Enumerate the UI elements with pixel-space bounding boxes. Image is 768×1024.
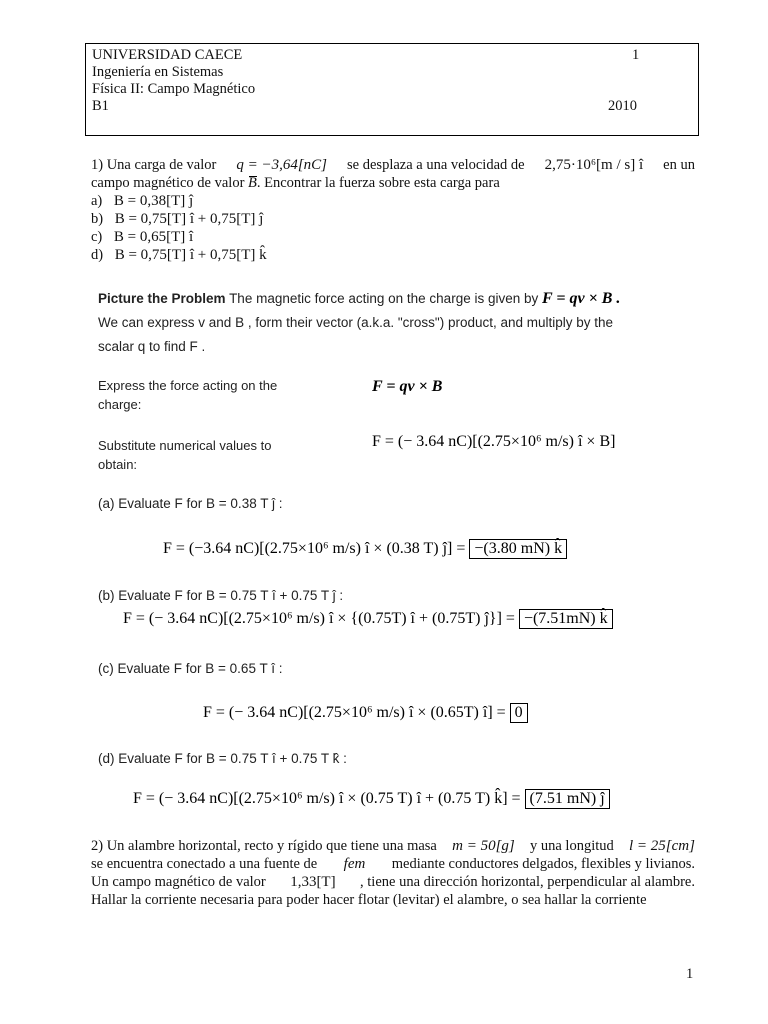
item-label: d) xyxy=(91,247,104,263)
problem2-field-text: Un campo magnético de valor xyxy=(91,874,266,890)
part-c-result: 0 xyxy=(510,703,528,723)
part-c-expression: F = (− 3.64 nC)[(2.75×10⁶ m/s) î × (0.65T) î] = xyxy=(203,704,506,721)
step1-line: Express the force acting on the xyxy=(98,378,278,393)
part-a-expression: F = (−3.64 nC)[(2.75×10⁶ m/s) î × (0.38 T) ĵ] = xyxy=(163,540,466,557)
problem1-intro: 1) Una carga de valor xyxy=(91,157,217,173)
part-a-result: −(3.80 mN) k̂ xyxy=(469,539,567,559)
item-label: c) xyxy=(91,229,103,245)
problem1-task-text: . Encontrar la fuerza sobre esta carga para xyxy=(256,175,500,191)
problem2-intro: 2) Un alambre horizontal, recto y rígido que tiene una masa xyxy=(91,838,437,854)
part-c-label: (c) Evaluate F for B = 0.65 T î : xyxy=(98,661,283,676)
problem1-line2 xyxy=(91,175,500,192)
picture-the-problem xyxy=(98,290,620,308)
item-expr: B = 0,75[T] î + 0,75[T] ĵ xyxy=(114,211,264,227)
velocity-value: 2,75·10⁶[m / s] î xyxy=(544,157,644,173)
problem2-line3 xyxy=(91,874,695,891)
item-label: a) xyxy=(91,193,103,209)
part-b-label: (b) Evaluate F for B = 0.75 T î + 0.75 T ĵ : xyxy=(98,588,344,603)
problem2-line1 xyxy=(91,838,695,855)
part-b-result: −(7.51mN) k̂ xyxy=(519,609,613,629)
course-code: B1 xyxy=(92,98,109,114)
fem-symbol: fem xyxy=(343,856,366,872)
problem1-item-d xyxy=(91,247,267,264)
item-expr: B = 0,38[T] ĵ xyxy=(113,193,194,209)
subject-name: Física II: Campo Magnético xyxy=(92,81,256,97)
force-equation: F = qv × B . xyxy=(542,290,621,307)
problem2-line2 xyxy=(91,856,695,873)
problem1-item-c xyxy=(91,229,193,246)
step1-equation: F = qv × B xyxy=(372,378,443,395)
item-label: b) xyxy=(91,211,104,227)
step2-line: Substitute numerical values to xyxy=(98,438,272,453)
mass-value: m = 50[g] xyxy=(452,838,515,854)
picture-heading: Picture the Problem xyxy=(98,291,226,306)
part-a-label: (a) Evaluate F for B = 0.38 T ĵ : xyxy=(98,496,283,511)
university-name: UNIVERSIDAD CAECE xyxy=(92,47,243,63)
field-value: 1,33[T] xyxy=(290,874,336,890)
step2-line: obtain: xyxy=(98,457,138,472)
charge-value: q = −3,64[nC] xyxy=(236,157,328,173)
header-year: 2010 xyxy=(608,98,637,114)
step2-equation: F = (− 3.64 nC)[(2.75×10⁶ m/s) î × B] xyxy=(372,433,616,450)
problem1-field-text: campo magnético de valor xyxy=(91,175,245,191)
problem1-velocity-text: se desplaza a una velocidad de xyxy=(347,157,525,173)
part-d-equation xyxy=(133,789,610,809)
problem1-line1-end: en un xyxy=(663,157,695,173)
problem2-direction-text: , tiene una dirección horizontal, perpendicular al alambre. xyxy=(360,874,695,890)
part-d-expression: F = (− 3.64 nC)[(2.75×10⁶ m/s) î × (0.75 T) î + (0.75 T) k̂] = xyxy=(133,790,521,807)
problem1-item-b xyxy=(91,211,263,228)
picture-line3: scalar q to find F . xyxy=(98,339,206,354)
item-expr: B = 0,65[T] î xyxy=(113,229,194,245)
part-c-equation xyxy=(203,703,528,723)
step1-line: charge: xyxy=(98,397,142,412)
picture-line2: We can express v and B , form their vector (a.k.a. "cross") product, and multiply by the xyxy=(98,315,614,330)
field-symbol: B xyxy=(248,175,257,191)
part-d-result: (7.51 mN) ĵ xyxy=(525,789,610,809)
problem1-line1 xyxy=(91,157,695,174)
picture-text: The magnetic force acting on the charge is given by xyxy=(229,291,539,306)
item-expr: B = 0,75[T] î + 0,75[T] k̂ xyxy=(114,247,267,263)
step1-description xyxy=(98,376,277,414)
part-a-equation xyxy=(163,539,567,559)
header-page-number: 1 xyxy=(632,47,640,63)
length-value: l = 25[cm] xyxy=(629,838,695,854)
problem2-conductors-text: mediante conductores delgados, flexibles y livianos. xyxy=(391,856,695,872)
part-b-expression: F = (− 3.64 nC)[(2.75×10⁶ m/s) î × {(0.75T) î + (0.75T) ĵ}] = xyxy=(123,610,515,627)
problem1-item-a xyxy=(91,193,193,210)
header-box xyxy=(85,43,699,136)
problem2-line4: Hallar la corriente necesaria para poder hacer flotar (levitar) el alambre, o sea hallar la corriente xyxy=(91,892,647,908)
career-name: Ingeniería en Sistemas xyxy=(92,64,224,80)
part-d-label: (d) Evaluate F for B = 0.75 T î + 0.75 T k̂ : xyxy=(98,751,347,766)
footer-page-number: 1 xyxy=(686,966,694,982)
step2-description xyxy=(98,436,271,474)
problem2-length-text: y una longitud xyxy=(529,838,614,854)
problem2-source-text: se encuentra conectado a una fuente de xyxy=(91,856,318,872)
part-b-equation xyxy=(123,609,613,629)
